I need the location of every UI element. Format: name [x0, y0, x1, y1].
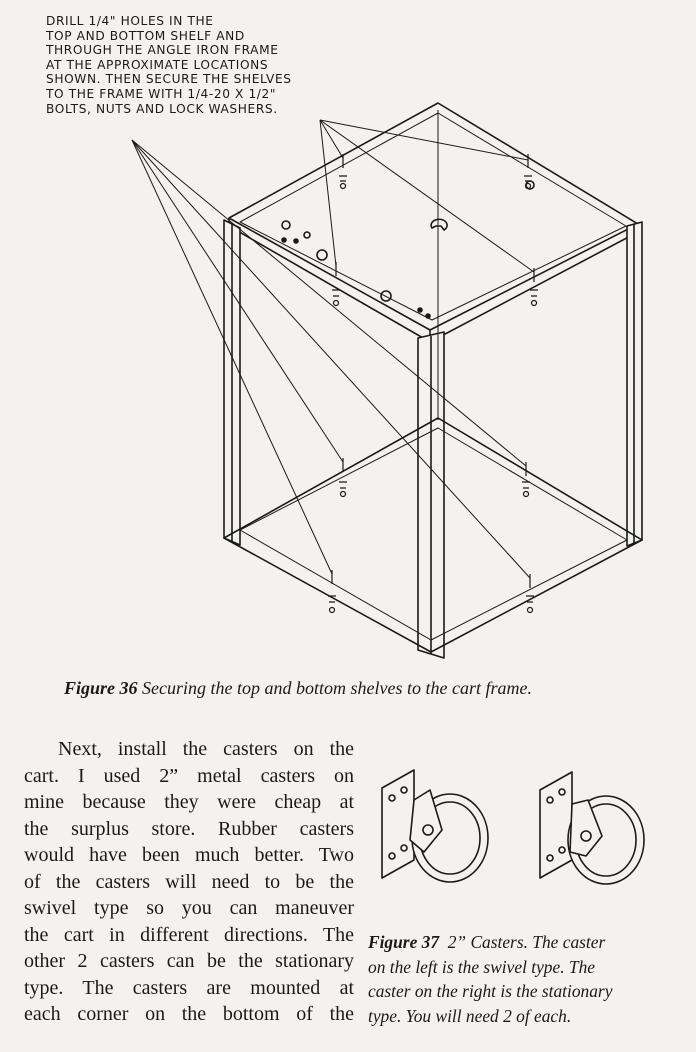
paragraph-line: type. The casters are mounted at — [24, 976, 354, 999]
paragraph-line: of the casters will need to be the — [24, 870, 354, 893]
caption-line: on the left is the swivel type. The — [368, 956, 595, 977]
top-shelf — [229, 103, 638, 342]
figure-label: Figure 37 — [368, 932, 440, 952]
note-line: TOP AND BOTTOM SHELF AND — [46, 28, 245, 43]
paragraph-line: mine because they were cheap at — [24, 791, 354, 813]
note-line: THROUGH THE ANGLE IRON FRAME — [46, 43, 279, 58]
figure-37-caption — [368, 930, 668, 1028]
caption-text: Securing the top and bottom shelves to the cart frame. — [142, 678, 532, 698]
paragraph-line: would have been much better. Two — [24, 844, 354, 866]
figure-36-caption — [64, 678, 664, 699]
paragraph-line: the cart in different directions. The — [24, 923, 354, 946]
note-line: DRILL 1/4" HOLES IN THE — [46, 14, 214, 28]
figure-label: Figure 36 — [64, 678, 138, 698]
paragraph-line: Next, install the casters on the — [58, 738, 354, 760]
paragraph-line: the surplus store. Rubber casters — [24, 817, 354, 840]
note-line: AT THE APPROXIMATE LOCATIONS — [46, 57, 269, 72]
paragraph-line: cart. I used 2” metal casters on — [24, 764, 354, 787]
paragraph-line: swivel type so you can maneuver — [24, 897, 354, 919]
body-paragraph — [24, 736, 354, 1028]
note-line: SHOWN. THEN SECURE THE SHELVES — [46, 72, 292, 87]
caption-text: 2” Casters. The caster — [447, 932, 606, 952]
stationary-caster — [540, 772, 644, 884]
paragraph-line: each corner on the bottom of the — [24, 1003, 354, 1025]
paragraph-line: other 2 casters can be the stationary — [24, 950, 354, 972]
swivel-caster — [382, 770, 488, 882]
caption-line — [368, 930, 668, 955]
casters-drawing — [370, 760, 670, 910]
note-line: TO THE FRAME WITH 1/4-20 X 1/2" — [46, 86, 277, 101]
caption-line: caster on the right is the stationary — [368, 981, 613, 1001]
leader-lines — [132, 120, 534, 578]
corner-uprights — [224, 110, 642, 658]
caption-line: type. You will need 2 of each. — [368, 1005, 572, 1026]
note-line: BOLTS, NUTS AND LOCK WASHERS. — [46, 101, 278, 116]
